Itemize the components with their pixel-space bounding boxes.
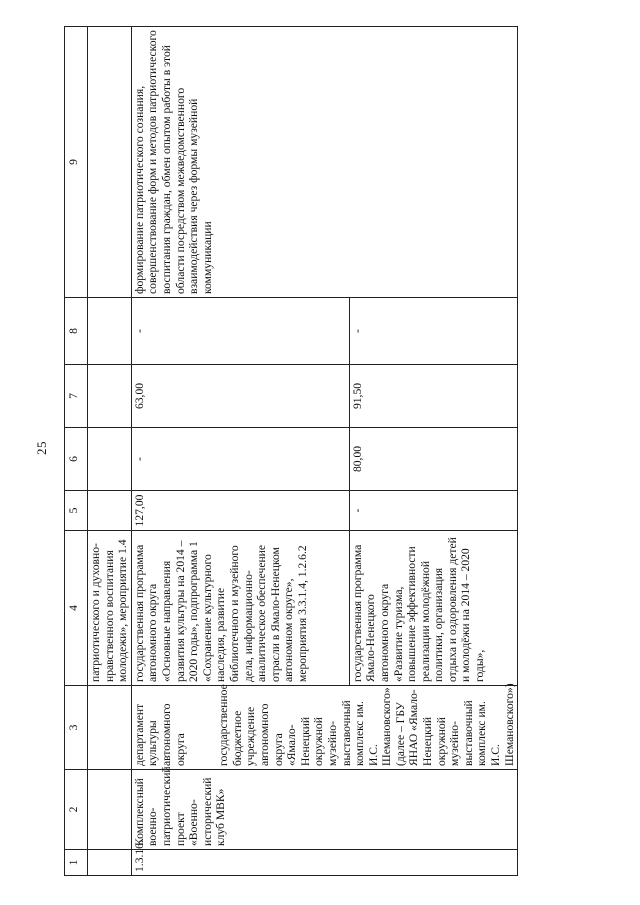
cell-value: - — [131, 298, 349, 365]
cell-program-culture: государственная программа автономного округа «Основные направления развития культуры на 2014 – 2020 годы», подпрограмма 1 «Сохранение культурного наследия, развитие библиотечного и музейного дела, информационно-аналитическое обеспечение отрасли в Ямало-Ненецком автономном округе», мероприятия 3.3.1.4, 1.2.6.2 — [131, 531, 349, 686]
cell-executors — [131, 683, 517, 770]
cell-value: - — [349, 298, 518, 365]
cell-row-number: 1.3.16. — [131, 850, 517, 876]
table-row — [131, 27, 349, 876]
continuation-row — [88, 27, 132, 876]
executor-department: департамент культуры автономного округа — [132, 703, 187, 766]
cell-value: 127,00 — [131, 491, 349, 531]
header-cell: 6 — [65, 428, 88, 491]
cell-value: 80,00 — [349, 428, 518, 491]
cell-value: 63,00 — [131, 365, 349, 428]
rotated-page — [64, 27, 612, 876]
program-table — [64, 26, 518, 876]
header-cell: 4 — [65, 531, 88, 686]
cell-value: - — [349, 491, 518, 531]
page-number: 25 — [34, 441, 49, 455]
header-cell: 5 — [65, 491, 88, 531]
cell-value: 91,50 — [349, 365, 518, 428]
cell-project-name: Комплексный военно-патриотический проект «Военно-исторический клуб МВК» — [131, 770, 517, 850]
executor-museum: государственное бюджетное учреждение автономного округа «Ямало-Ненецкий окружной музейно-выставочный комплекс им. И.С. Шемановского» (далее – ГБУ ЯНАО «Ямало-Ненецкий окружной музейно-выставочный комплекс им. И.С. Шемановского») — [217, 683, 516, 766]
header-cell: 2 — [65, 770, 88, 850]
header-cell: 1 — [65, 850, 88, 876]
cell-program-tourism: государственная программа Ямало-Ненецкого автономного округа «Развитие туризма, повышение эффективности реализации молодёжной политики, организация отдыха и оздоровления детей и молодёжи на 2014 – 2020 годы», — [349, 531, 518, 686]
cell-value: - — [131, 428, 349, 491]
cell-program-continued: патриотического и духовно-нравственного воспитания молодежи», мероприятие 1.4 — [88, 531, 132, 686]
header-row — [65, 27, 88, 876]
header-cell: 7 — [65, 365, 88, 428]
header-cell: 9 — [65, 27, 88, 298]
cell-expected-result: формирование патриотического сознания, совершенствование форм и методов патриотического воспитания граждан, обмен опытом работы в этой области посредством межведомственного взаимодействия через формы музейной коммуникации — [131, 27, 517, 298]
header-cell: 8 — [65, 298, 88, 365]
header-cell: 3 — [65, 686, 88, 770]
